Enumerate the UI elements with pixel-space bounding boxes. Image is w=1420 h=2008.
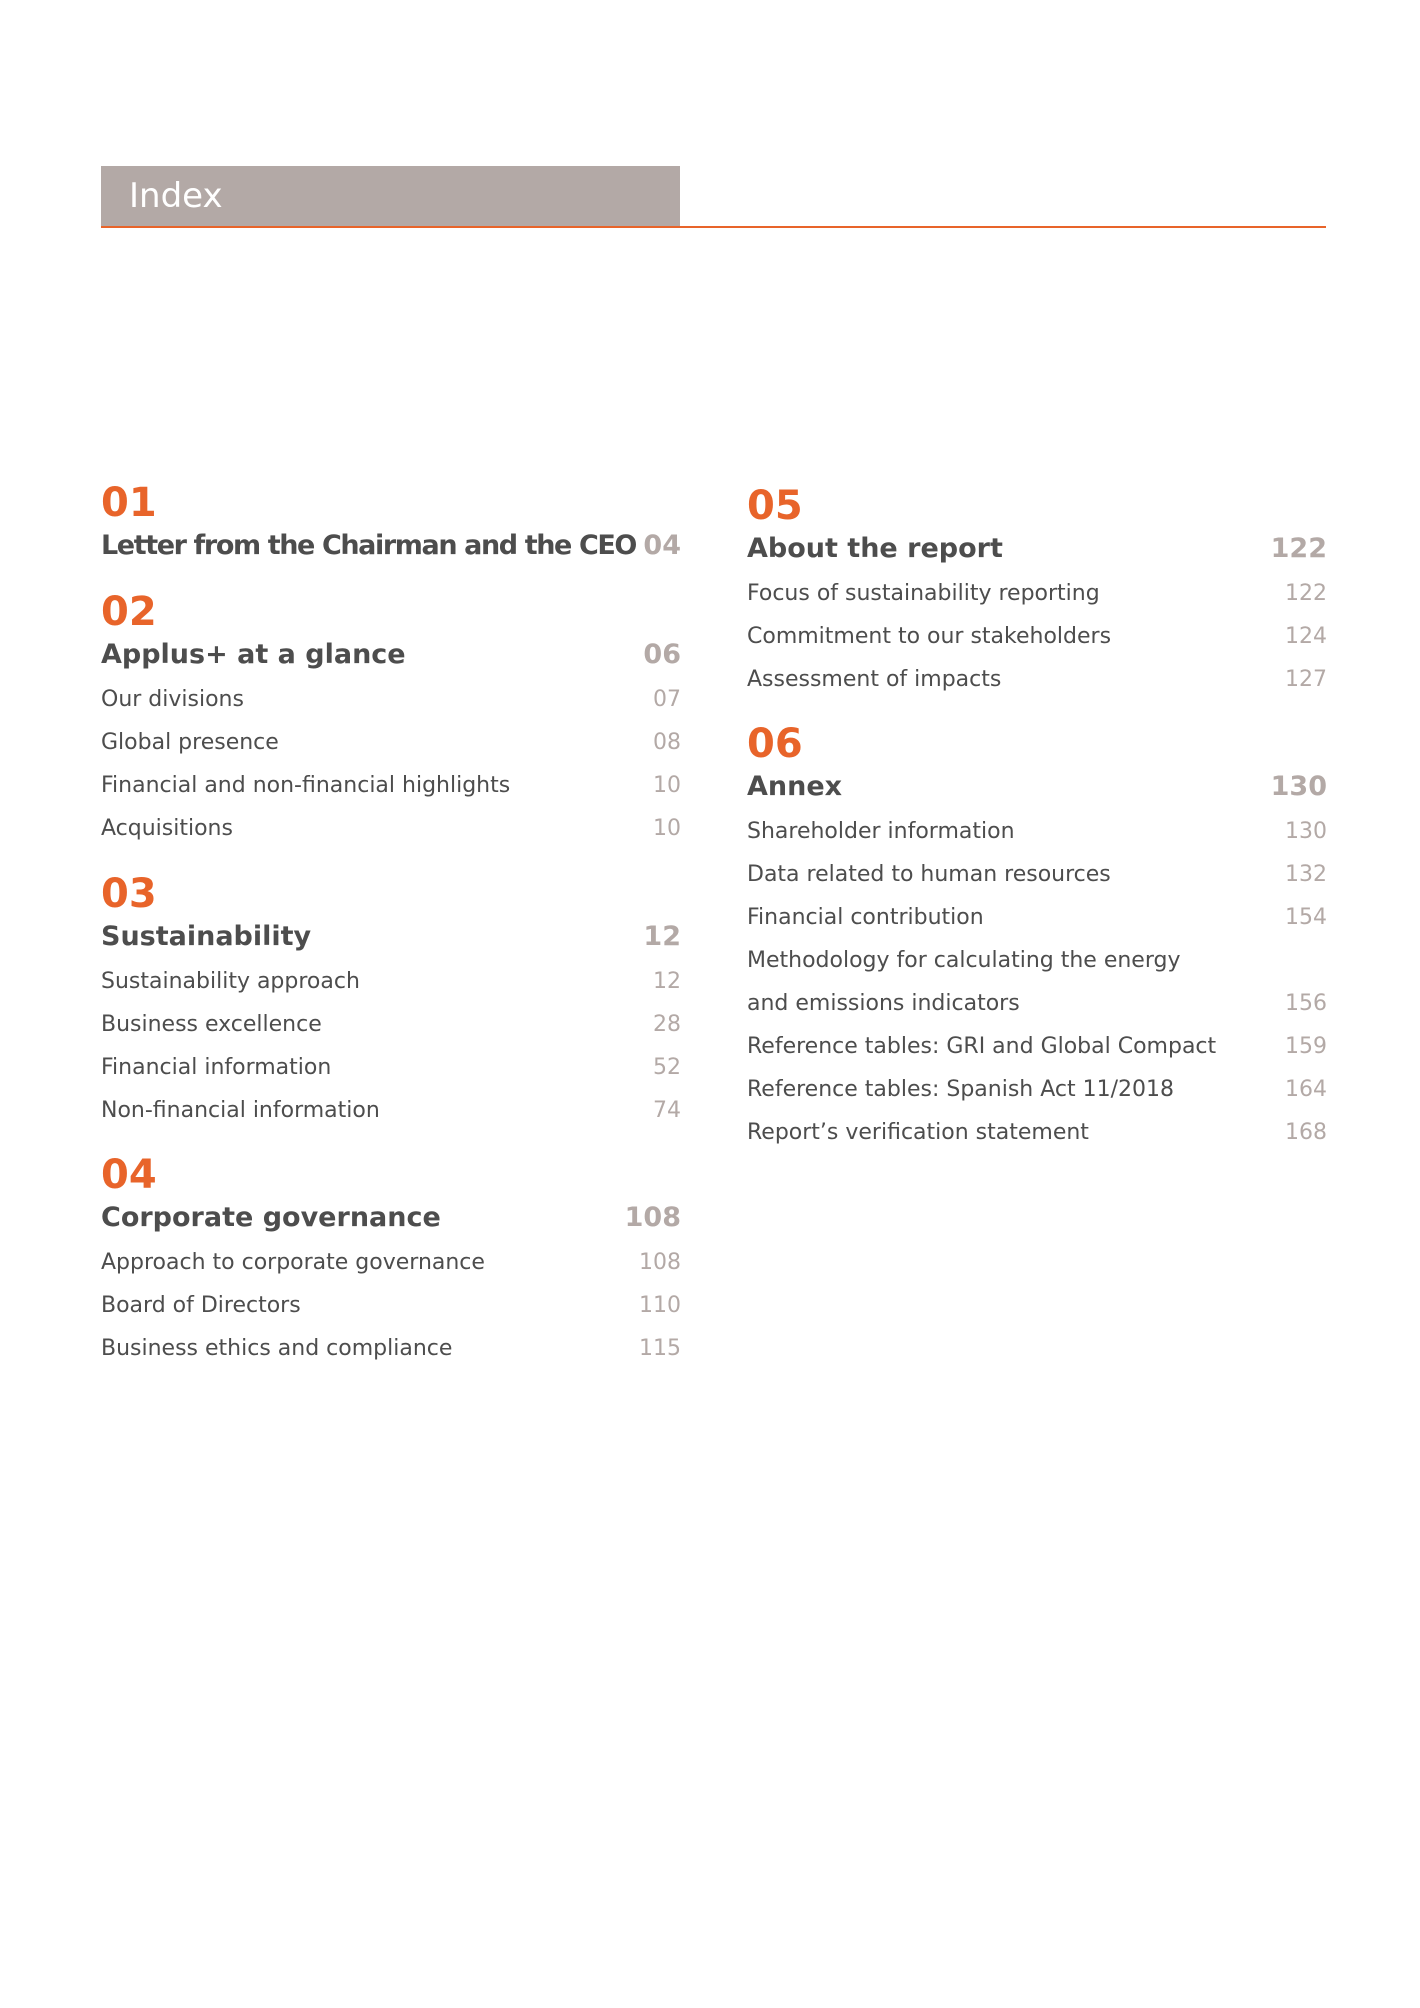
entry-page-number: 74 xyxy=(653,1098,681,1123)
entry-page-number: 52 xyxy=(653,1055,681,1080)
toc-section-02 xyxy=(101,590,681,852)
entry-page-number: 164 xyxy=(1285,1077,1327,1102)
section-number: 01 xyxy=(101,480,157,526)
section-heading[interactable] xyxy=(747,766,1327,812)
section-number: 06 xyxy=(747,721,803,767)
toc-section-04 xyxy=(101,1153,681,1372)
entry-label: Reference tables: GRI and Global Compact xyxy=(747,1034,1217,1059)
entry-label: Global presence xyxy=(101,730,279,755)
section-page-number: 04 xyxy=(643,530,681,561)
section-title: About the report xyxy=(747,533,1003,564)
section-page-number: 130 xyxy=(1270,771,1327,802)
section-title: Letter from the Chairman and the CEO xyxy=(101,530,636,561)
entry-label: Methodology for calculating the energy xyxy=(747,948,1181,973)
entry-label: Financial contribution xyxy=(747,905,984,930)
entry-page-number: 159 xyxy=(1285,1034,1327,1059)
toc-entry[interactable] xyxy=(747,898,1327,941)
entry-page-number: 127 xyxy=(1285,667,1327,692)
toc-entry[interactable] xyxy=(101,1091,681,1134)
entry-label: Data related to human resources xyxy=(747,862,1111,887)
toc-entry[interactable] xyxy=(101,723,681,766)
toc-entry[interactable] xyxy=(101,680,681,723)
toc-entry[interactable] xyxy=(101,809,681,852)
entry-page-number: 28 xyxy=(653,1012,681,1037)
entry-label: Business excellence xyxy=(101,1012,322,1037)
entry-page-number: 154 xyxy=(1285,905,1327,930)
index-header-band xyxy=(101,166,680,227)
toc-entry[interactable] xyxy=(747,660,1327,703)
entry-label: Financial information xyxy=(101,1055,332,1080)
toc-entry[interactable] xyxy=(747,617,1327,660)
entry-label: Acquisitions xyxy=(101,816,233,841)
entry-page-number: 108 xyxy=(639,1250,681,1275)
section-number: 04 xyxy=(101,1152,157,1198)
entry-label: and emissions indicators xyxy=(747,991,1020,1016)
section-title: Sustainability xyxy=(101,921,312,952)
section-title: Annex xyxy=(747,771,843,802)
entry-label: Assessment of impacts xyxy=(747,667,1002,692)
toc-section-06 xyxy=(747,722,1327,1156)
toc-entry[interactable] xyxy=(747,1027,1327,1070)
toc-entry[interactable] xyxy=(101,1329,681,1372)
entry-label: Report’s verification statement xyxy=(747,1120,1089,1145)
section-page-number: 06 xyxy=(643,639,681,670)
toc-section-03 xyxy=(101,872,681,1134)
toc-entry[interactable] xyxy=(747,1070,1327,1113)
entry-label: Reference tables: Spanish Act 11/2018 xyxy=(747,1077,1175,1102)
page-title: Index xyxy=(129,176,223,216)
entry-label: Commitment to our stakeholders xyxy=(747,624,1112,649)
toc-entry[interactable] xyxy=(747,941,1327,984)
entry-page-number: 124 xyxy=(1285,624,1327,649)
section-number: 05 xyxy=(747,483,803,529)
entry-page-number: 10 xyxy=(653,773,681,798)
entry-label: Shareholder information xyxy=(747,819,1015,844)
toc-entry[interactable] xyxy=(747,984,1327,1027)
section-title: Corporate governance xyxy=(101,1202,441,1233)
toc-entry[interactable] xyxy=(101,766,681,809)
toc-entry[interactable] xyxy=(101,1286,681,1329)
entry-page-number: 156 xyxy=(1285,991,1327,1016)
entry-page-number: 08 xyxy=(653,730,681,755)
entry-label: Non-financial information xyxy=(101,1098,380,1123)
entry-page-number: 07 xyxy=(653,687,681,712)
entry-label: Business ethics and compliance xyxy=(101,1336,453,1361)
toc-entry[interactable] xyxy=(747,574,1327,617)
toc-entry[interactable] xyxy=(101,1048,681,1091)
toc-entry[interactable] xyxy=(747,855,1327,898)
toc-entry[interactable] xyxy=(747,812,1327,855)
toc-entry[interactable] xyxy=(101,1243,681,1286)
section-number: 03 xyxy=(101,871,157,917)
entry-page-number: 132 xyxy=(1285,862,1327,887)
toc-entry[interactable] xyxy=(101,962,681,1005)
section-number: 02 xyxy=(101,589,157,635)
entry-page-number: 130 xyxy=(1285,819,1327,844)
section-page-number: 108 xyxy=(624,1202,681,1233)
entry-page-number: 10 xyxy=(653,816,681,841)
entry-page-number: 115 xyxy=(639,1336,681,1361)
header-divider xyxy=(101,226,1326,228)
section-heading[interactable] xyxy=(101,525,681,571)
section-page-number: 122 xyxy=(1270,533,1327,564)
entry-page-number: 168 xyxy=(1285,1120,1327,1145)
section-heading[interactable] xyxy=(747,528,1327,574)
entry-label: Sustainability approach xyxy=(101,969,360,994)
toc-section-01 xyxy=(101,481,681,571)
section-heading[interactable] xyxy=(101,1197,681,1243)
section-heading[interactable] xyxy=(101,634,681,680)
toc-section-05 xyxy=(747,484,1327,703)
entry-label: Approach to corporate governance xyxy=(101,1250,485,1275)
section-page-number: 12 xyxy=(643,921,681,952)
entry-page-number: 110 xyxy=(639,1293,681,1318)
toc-entry[interactable] xyxy=(747,1113,1327,1156)
entry-label: Board of Directors xyxy=(101,1293,301,1318)
entry-page-number: 12 xyxy=(653,969,681,994)
entry-label: Focus of sustainability reporting xyxy=(747,581,1100,606)
toc-entry[interactable] xyxy=(101,1005,681,1048)
entry-label: Our divisions xyxy=(101,687,244,712)
section-heading[interactable] xyxy=(101,916,681,962)
entry-label: Financial and non-financial highlights xyxy=(101,773,511,798)
entry-page-number: 122 xyxy=(1285,581,1327,606)
section-title: Applus+ at a glance xyxy=(101,639,406,670)
